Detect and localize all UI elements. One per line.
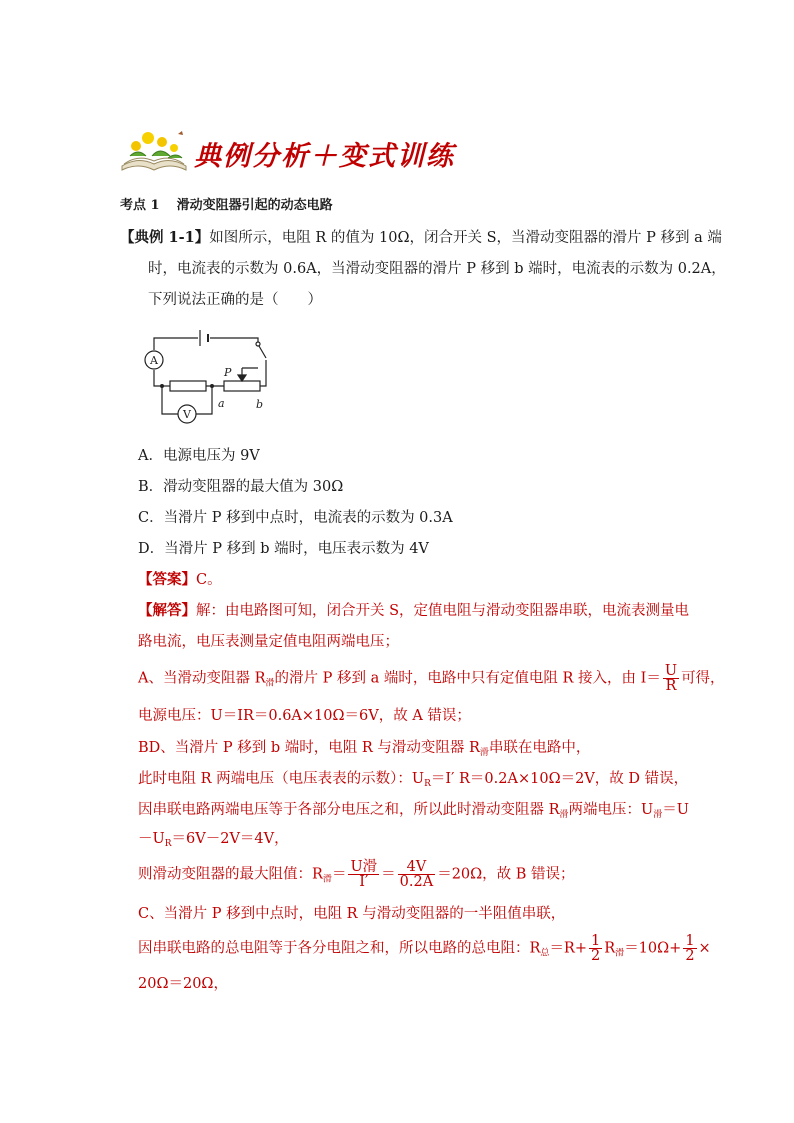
- book-flower-logo: [118, 126, 190, 174]
- circuit-diagram: [138, 322, 278, 432]
- example-line-1: [120, 228, 722, 248]
- solution-line-2: 路电流，电压表测量定值电阻两端电压；: [138, 634, 399, 650]
- answer-line: [138, 570, 222, 590]
- fraction-one-half: $\frac{1}{2}$: [591, 933, 601, 964]
- solution-line-6: 此时电阻 R 两端电压（电压表表的示数）：$U_R=I'$ R＝0.2A×10Ω＝2V，故 D 错误，: [138, 771, 689, 789]
- solution-tag: 【解答】: [138, 602, 196, 619]
- end-a-label: a: [218, 397, 225, 410]
- example-line-3: 下列说法正确的是（ ）: [148, 292, 322, 308]
- solution-line-7: 因串联电路两端电压等于各部分电压之和，所以此时滑动变阻器 $R_滑$两端电压：$U_滑=U$: [138, 802, 690, 820]
- solution-line-11: 因串联电路的总电阻等于各分电阻之和，所以电路的总电阻：$R_总=R+$ $\frac{1}{2}$ $R_滑=10\Omega+$ $\frac{1}{2}$ ×: [138, 933, 711, 964]
- section-title: 滑动变阻器引起的动态电路: [176, 198, 333, 213]
- resistor-r: [170, 381, 206, 391]
- page-title: 典例分析＋变式训练: [194, 141, 455, 172]
- switch-lever: [259, 346, 266, 358]
- solution-line-3: A、当滑动变阻器 $R_滑$的滑片 P 移到 a 端时，电路中只有定值电阻 R 接入，由 I＝ $\frac{U}{R}$ 可得，: [138, 663, 725, 694]
- example-line-2: 时，电流表的示数为 0.6A，当滑动变阻器的滑片 P 移到 b 端时，电流表的示数为 0.2A，: [148, 261, 726, 277]
- junction-left: [160, 384, 164, 388]
- option-b: B．滑动变阻器的最大值为 30Ω: [138, 479, 344, 495]
- fraction-u-over-i: $\frac{\text{U滑}}{I'}$: [350, 859, 378, 890]
- solution-line-1: 【解答】解：由电路图可知，闭合开关 S，定值电阻与滑动变阻器串联，电流表测量电: [138, 602, 690, 619]
- answer-value: C。: [196, 572, 222, 588]
- fraction-one-half-2: $\frac{1}{2}$: [685, 933, 695, 964]
- junction-right: [210, 384, 214, 388]
- solution-line-5: BD、当滑片 P 移到 b 端时，电阻 R 与滑动变阻器 $R_滑$串联在电路中，: [138, 740, 591, 758]
- solution-line-9: 则滑动变阻器的最大阻值：$R_滑=$ $\frac{\text{U滑}}{I'}$ ＝ $\frac{4V}{0.2A}$ ＝20Ω，故 B 错误；: [138, 859, 575, 890]
- header-banner: [118, 126, 458, 174]
- example-tag: 【典例 1-1】: [120, 229, 210, 246]
- solution-line-10: C、当滑片 P 移到中点时，电阻 R 与滑动变阻器的一半阻值串联，: [138, 906, 566, 922]
- example-text-1: 如图所示，电阻 R 的值为 10Ω，闭合开关 S，当滑动变阻器的滑片 P 移到 a 端: [209, 230, 722, 246]
- end-b-label: b: [256, 398, 264, 411]
- section-heading: [120, 196, 333, 216]
- solution-line-8: $-U_R=6V-2V=4V$，: [138, 831, 289, 849]
- solution-line-12: 20Ω＝20Ω，: [138, 976, 228, 992]
- option-c: C．当滑片 P 移到中点时，电流表的示数为 0.3A: [138, 510, 453, 526]
- answer-tag: 【答案】: [138, 571, 196, 588]
- fraction-4v-over-02a: $\frac{4V}{0.2A}$: [399, 859, 434, 890]
- slider-label: P: [224, 366, 232, 379]
- voltmeter-label: V: [183, 408, 191, 421]
- fraction-u-over-r: $\frac{U}{R}$: [664, 663, 678, 694]
- rheostat: [224, 381, 260, 391]
- ammeter-label: A: [150, 354, 158, 367]
- solution-line-4: 电源电压：U＝IR＝0.6A×10Ω＝6V，故 A 错误；: [138, 708, 471, 724]
- option-d: D．当滑片 P 移到 b 端时，电压表示数为 4V: [138, 541, 429, 557]
- section-label: 考点 1: [120, 198, 160, 213]
- option-a: A．电源电压为 9V: [138, 448, 260, 464]
